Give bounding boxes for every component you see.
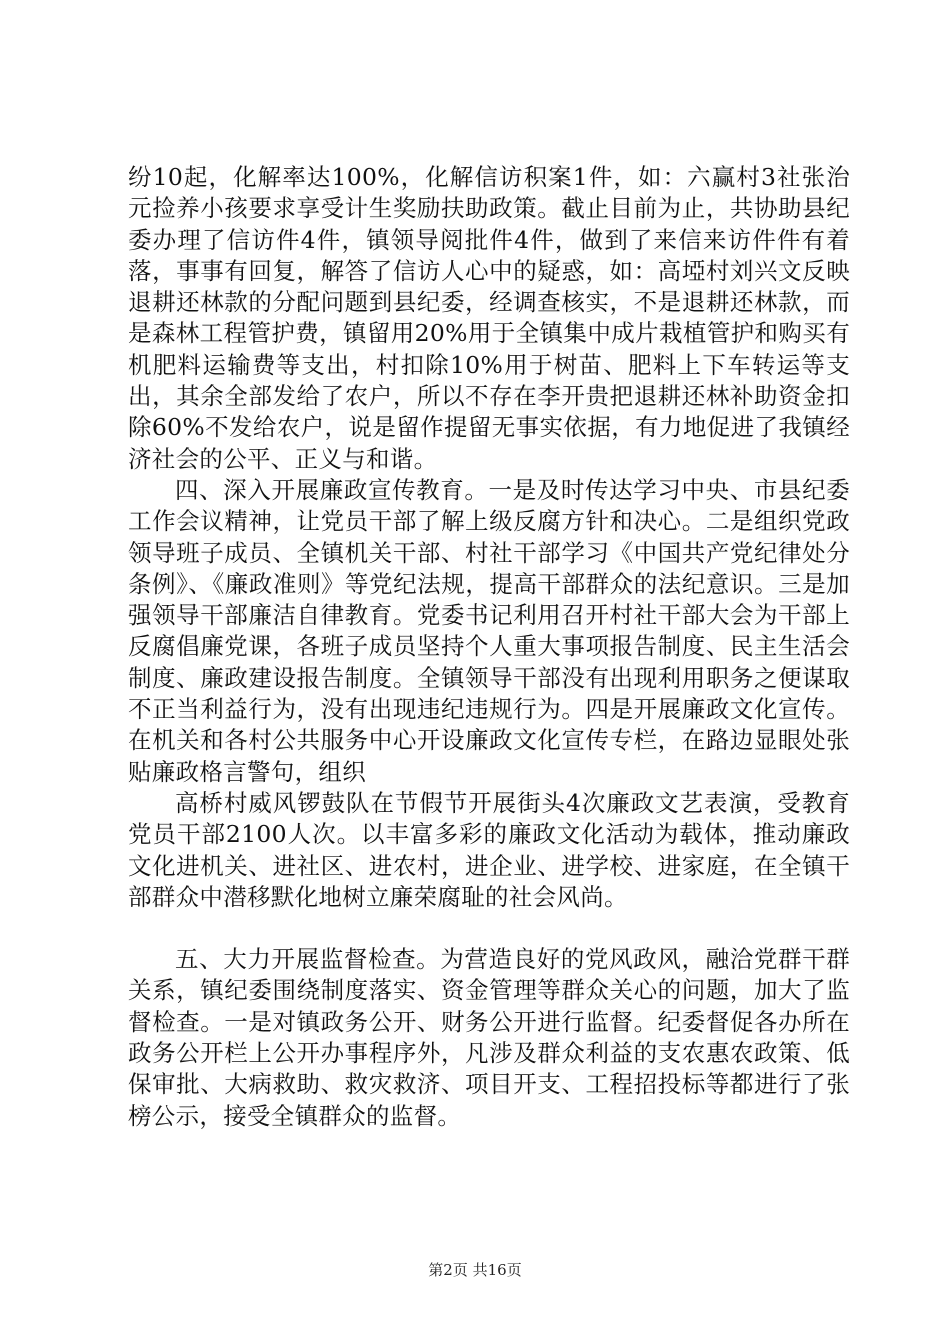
paragraph-spacer <box>128 913 850 944</box>
paragraph-supervision: 五、大力开展监督检查。为营造良好的党风政风，融洽党群干群关系，镇纪委围绕制度落实、资金管理等群众关心的问题，加大了监督检查。一是对镇政务公开、财务公开进行监督。纪委督促各办所在政务公开栏上公开办事程序外，凡涉及群众利益的支农惠农政策、低保审批、大病救助、救灾救济、项目开支、工程招投标等都进行了张榜公示，接受全镇群众的监督。 <box>128 945 850 1130</box>
page-number-footer: 第2页 共16页 <box>428 1261 522 1279</box>
paragraph-petition-cases: 纷10起，化解率达100%，化解信访积案1件，如：六赢村3社张治元捡养小孩要求享受计生奖励扶助政策。截止目前为止，共协助县纪委办理了信访件4件，镇领导阅批件4件，做到了来信来访件件有着落，事事有回复，解答了信访人心中的疑惑，如：高埡村刘兴文反映退耕还林款的分配问题到县纪委，经调查核实，不是退耕还林款，而是森林工程管护费，镇留用20%用于全镇集中成片栽植管护和购买有机肥料运输费等支出，村扣除10%用于树苗、肥料上下车转运等支出，其余全部发给了农户，所以不存在李开贵把退耕还林补助资金扣除60%不发给农户，说是留作提留无事实依据，有力地促进了我镇经济社会的公平、正义与和谐。 <box>128 163 850 473</box>
paragraph-integrity-education: 四、深入开展廉政宣传教育。一是及时传达学习中央、市县纪委工作会议精神，让党员干部了解上级反腐方针和决心。二是组织党政领导班子成员、全镇机关干部、村社干部学习《中国共产党纪律处分条例》、《廉政准则》等党纪法规，提高干部群众的法纪意识。三是加强领导干部廉洁自律教育。党委书记利用召开村社干部大会为干部上反腐倡廉党课，各班子成员坚持个人重大事项报告制度、民主生活会制度、廉政建设报告制度。全镇领导干部没有出现利用职务之便谋取不正当利益行为，没有出现违纪违规行为。四是开展廉政文化宣传。在机关和各村公共服务中心开设廉政文化宣传专栏，在路边显眼处张贴廉政格言警句，组织 <box>128 475 850 786</box>
document-body <box>128 162 850 1132</box>
paragraph-drum-team: 高桥村威风锣鼓队在节假节开展街头4次廉政文艺表演，受教育党员干部2100人次。以丰富多彩的廉政文化活动为载体，推动廉政文化进机关、进社区、进农村，进企业、进学校、进家庭，在全镇干部群众中潜移默化地树立廉荣腐耻的社会风尚。 <box>128 788 850 911</box>
